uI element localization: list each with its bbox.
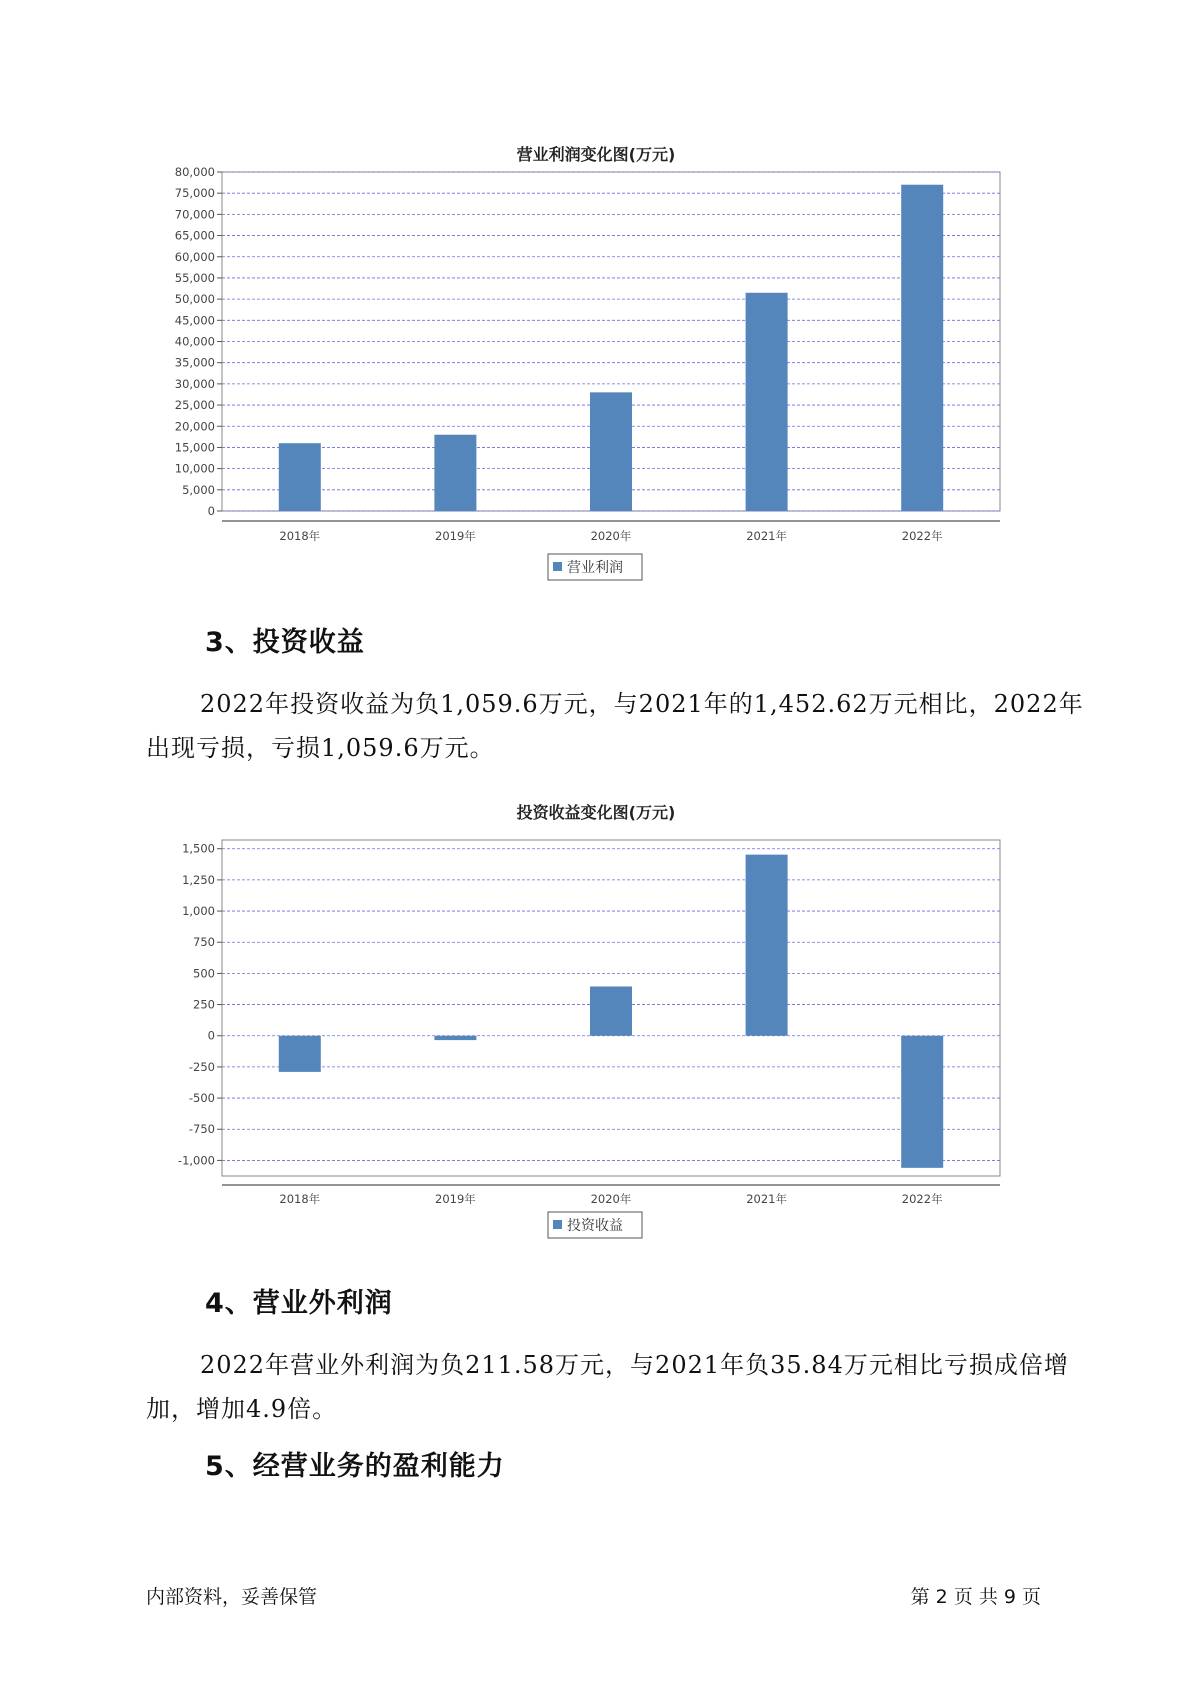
y-tick-label: 50,000	[174, 292, 215, 307]
legend-label: 营业利润	[567, 560, 623, 576]
y-tick-label: 35,000	[174, 355, 215, 370]
operating-profit-chart	[0, 0, 1191, 600]
bar	[901, 185, 943, 511]
y-tick-label: 55,000	[174, 270, 215, 285]
bar	[746, 855, 788, 1036]
bar	[434, 1036, 476, 1040]
section-4-heading: 4、营业外利润	[205, 1288, 393, 1319]
footer-page-number: 第 2 页 共 9 页	[910, 1586, 1041, 1608]
bar	[901, 1036, 943, 1168]
y-tick-label: 40,000	[174, 334, 215, 349]
chart-title: 投资收益变化图(万元)	[516, 803, 676, 822]
y-tick-label: 250	[193, 997, 215, 1012]
x-tick-label: 2020年	[590, 529, 632, 543]
y-tick-label: 5,000	[182, 482, 215, 497]
y-tick-label: 45,000	[174, 313, 215, 328]
y-tick-label: 25,000	[174, 398, 215, 413]
y-tick-label: 70,000	[174, 207, 215, 222]
y-tick-label: 750	[193, 935, 215, 950]
y-tick-label: 0	[207, 1028, 215, 1043]
x-tick-label: 2021年	[746, 529, 787, 543]
y-tick-label: 0	[207, 504, 215, 518]
x-tick-label: 2018年	[279, 529, 321, 543]
section-4-text: 2022年营业外利润为负211.58万元，与2021年负35.84万元相比亏损成倍增加，增加4.9倍。	[146, 1351, 1069, 1423]
chart-title: 营业利润变化图(万元)	[516, 145, 676, 164]
y-tick-label: 75,000	[174, 186, 215, 201]
bar	[279, 443, 321, 511]
bar	[279, 1036, 321, 1072]
y-tick-label: 15,000	[174, 440, 215, 455]
y-tick-label: 1,000	[182, 904, 215, 919]
bar	[746, 293, 788, 511]
x-tick-label: 2022年	[901, 1192, 943, 1206]
y-tick-label: 10,000	[174, 461, 215, 476]
x-tick-label: 2018年	[279, 1192, 321, 1206]
bar	[434, 435, 476, 511]
bar	[590, 986, 632, 1035]
y-tick-label: 1,250	[182, 872, 215, 887]
y-tick-label: 1,500	[182, 841, 215, 856]
y-tick-label: -250	[188, 1059, 215, 1074]
bar	[590, 392, 632, 511]
y-tick-label: 500	[193, 966, 215, 981]
legend-swatch	[553, 562, 562, 571]
y-tick-label: 60,000	[174, 249, 215, 264]
y-tick-label: -500	[188, 1091, 215, 1106]
section-3-text: 2022年投资收益为负1,059.6万元，与2021年的1,452.62万元相比，2022年出现亏损，亏损1,059.6万元。	[146, 690, 1084, 762]
x-tick-label: 2022年	[901, 529, 943, 543]
x-tick-label: 2019年	[435, 1192, 476, 1206]
y-tick-label: 20,000	[174, 419, 215, 434]
x-tick-label: 2020年	[590, 1192, 632, 1206]
x-tick-label: 2021年	[746, 1192, 787, 1206]
legend-label: 投资收益	[567, 1218, 623, 1234]
y-tick-label: -1,000	[177, 1153, 215, 1168]
y-tick-label: 80,000	[174, 165, 215, 179]
investment-income-chart	[0, 790, 1191, 1250]
section-5-heading: 5、经营业务的盈利能力	[205, 1451, 505, 1482]
y-tick-label: 30,000	[174, 376, 215, 391]
y-tick-label: 65,000	[174, 228, 215, 243]
section-3-heading: 3、投资收益	[205, 627, 365, 658]
legend-swatch	[553, 1220, 562, 1229]
y-tick-label: -750	[188, 1122, 215, 1137]
x-tick-label: 2019年	[435, 529, 476, 543]
footer-left: 内部资料，妥善保管	[146, 1586, 318, 1608]
